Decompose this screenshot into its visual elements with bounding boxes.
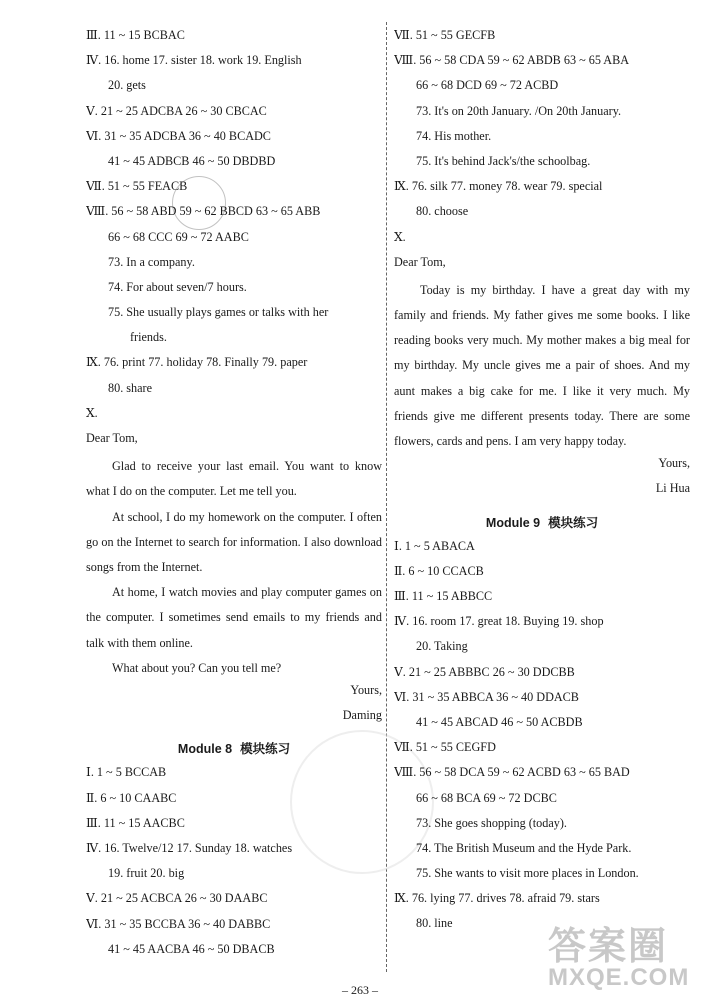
answer-line: 41 ~ 45 ABCAD 46 ~ 50 ACBDB (416, 714, 583, 729)
answer-line: Ⅵ. 31 ~ 35 ADCBA 36 ~ 40 BCADC (86, 128, 271, 143)
answer-line: Ⅷ. 56 ~ 58 DCA 59 ~ 62 ACBD 63 ~ 65 BAD (394, 765, 630, 780)
answer-line: 19. fruit 20. big (108, 866, 185, 881)
answer-line: 74. His mother. (416, 128, 492, 143)
letter-paragraph: Glad to receive your last email. You want to know what I do on the computer. Let me tell you. (86, 459, 382, 499)
answer-line: Ⅷ. 56 ~ 58 ABD 59 ~ 62 BBCD 63 ~ 65 ABB (86, 204, 321, 219)
answer-line: Ⅲ. 11 ~ 15 AACBC (86, 815, 185, 830)
answer-line: 66 ~ 68 DCD 69 ~ 72 ACBD (416, 78, 559, 93)
answer-line: Ⅲ. 11 ~ 15 BCBAC (86, 28, 185, 42)
answer-line: 74. For about seven/7 hours. (108, 279, 247, 294)
answer-line: Ⅵ. 31 ~ 35 ABBCA 36 ~ 40 DDACB (394, 689, 579, 704)
answer-line: Ⅵ. 31 ~ 35 BCCBA 36 ~ 40 DABBC (86, 916, 271, 931)
answer-line: Ⅷ. 56 ~ 58 CDA 59 ~ 62 ABDB 63 ~ 65 ABA (394, 53, 630, 68)
answer-line: 75. She usually plays games or talks with her (108, 305, 329, 320)
answer-line: Dear Tom, (394, 254, 446, 269)
module-title: Module 8 (177, 742, 233, 757)
answer-line: 74. The British Museum and the Hyde Park. (416, 840, 632, 855)
letter-paragraph: What about you? Can you tell me? (112, 660, 282, 675)
answer-line: Ⅰ. 1 ~ 5 BCCAB (86, 765, 167, 780)
answer-line: Ⅶ. 51 ~ 55 CEGFD (394, 740, 496, 755)
answer-line: Ⅴ. 21 ~ 25 ADCBA 26 ~ 30 CBCAC (86, 103, 267, 118)
answer-line: Ⅱ. 6 ~ 10 CAABC (86, 790, 177, 805)
module-title: Module 9 (485, 515, 541, 530)
answer-line: 20. gets (108, 78, 146, 93)
answer-line: Ⅱ. 6 ~ 10 CCACB (394, 563, 484, 578)
answer-line: 66 ~ 68 CCC 69 ~ 72 AABC (108, 229, 249, 244)
letter-paragraph: At school, I do my homework on the computer. I often go on the Internet to search for information. I also download songs from the Internet. (86, 509, 382, 574)
answer-line: 73. In a company. (108, 254, 195, 269)
answer-line: Ⅰ. 1 ~ 5 ABACA (394, 538, 475, 553)
logo-text: 答案圈 (548, 926, 669, 968)
answer-line: Ⅶ. 51 ~ 55 FEACB (86, 179, 188, 194)
answer-line: Ⅳ. 16. home 17. sister 18. work 19. English (86, 53, 302, 68)
answer-line: Ⅸ. 76. print 77. holiday 78. Finally 79. paper (86, 355, 308, 370)
answer-line: Ⅸ. 76. silk 77. money 78. wear 79. special (394, 179, 603, 194)
answer-line: Ⅴ. 21 ~ 25 ACBCA 26 ~ 30 DAABC (86, 891, 268, 906)
page-number: – 263 – (342, 983, 378, 997)
answer-line: 73. She goes shopping (today). (416, 815, 567, 830)
letter-signoff: Yours, (350, 683, 382, 698)
letter-paragraph: At home, I watch movies and play computer games on the computer. I sometimes send emails to my friends and talk with them online. (86, 585, 382, 650)
right-column (394, 26, 690, 940)
letter-paragraph: Today is my birthday. I have a great day with my family and friends. My father gives me some books. I like reading books very much. My mother makes a big meal for my birthday. My uncle gives me a pair of shoes. And my aunt makes a big cake for me. I like it very much. My friends give me different presents today. There are some flowers, cards and pens. I am very happy today. (394, 282, 690, 449)
answer-line: Ⅹ. (86, 405, 98, 420)
answer-line: Ⅸ. 76. lying 77. drives 78. afraid 79. stars (394, 891, 600, 906)
module-heading (86, 731, 382, 763)
answer-line: 41 ~ 45 ADBCB 46 ~ 50 DBDBD (108, 153, 276, 168)
letter-signoff: Li Hua (655, 481, 690, 496)
logo-url: MXQE.COM (548, 964, 690, 991)
answer-line: Dear Tom, (86, 431, 138, 445)
answer-line: 80. line (416, 916, 453, 931)
letter-signoff: Daming (342, 708, 382, 723)
answer-line: 73. It's on 20th January. /On 20th January. (416, 103, 622, 118)
answer-line: 75. She wants to visit more places in London. (416, 866, 639, 881)
module-subtitle: 模块练习 (548, 515, 599, 530)
left-column (86, 26, 382, 965)
answer-line: 75. It's behind Jack's/the schoolbag. (416, 153, 591, 168)
site-logo (548, 915, 718, 1007)
module-subtitle: 模块练习 (240, 742, 291, 757)
answer-line: 66 ~ 68 BCA 69 ~ 72 DCBC (416, 790, 557, 805)
answer-line: Ⅶ. 51 ~ 55 GECFB (394, 28, 496, 42)
answer-line: Ⅹ. (394, 229, 406, 244)
answer-line: friends. (130, 330, 167, 345)
answer-line: Ⅳ. 16. room 17. great 18. Buying 19. shop (394, 614, 604, 629)
answer-line: Ⅳ. 16. Twelve/12 17. Sunday 18. watches (86, 840, 293, 855)
letter-signoff: Yours, (658, 456, 690, 471)
module-heading (394, 505, 690, 537)
answer-line: 20. Taking (416, 639, 468, 654)
answer-line: 80. choose (416, 204, 469, 219)
answer-line: Ⅴ. 21 ~ 25 ABBBC 26 ~ 30 DDCBB (394, 664, 575, 679)
answer-line: 80. share (108, 380, 152, 395)
answer-line: Ⅲ. 11 ~ 15 ABBCC (394, 589, 493, 604)
answer-line: 41 ~ 45 AACBA 46 ~ 50 DBACB (108, 941, 275, 956)
